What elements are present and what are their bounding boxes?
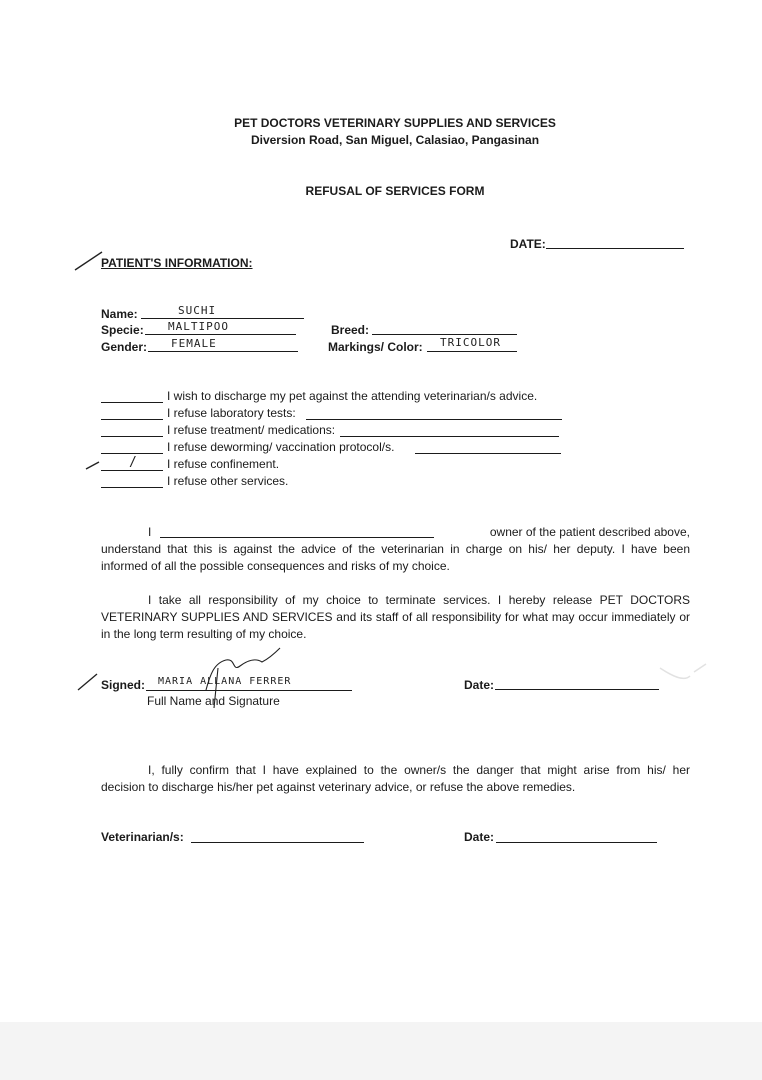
specie-field[interactable] [145, 334, 296, 335]
name-label: Name: [101, 307, 138, 321]
check-mark [86, 462, 99, 469]
owner-name-field[interactable] [160, 537, 434, 538]
refusal-blank[interactable] [101, 470, 163, 471]
vet-line: decision to discharge his/her pet against veterinary advice, or refuse the above remedies. [101, 780, 576, 794]
release-line: I take all responsibility of my choice to terminate services. I hereby release PET DOCTORS [148, 593, 690, 607]
refusal-text: I refuse other services. [167, 474, 289, 488]
check-mark [78, 674, 97, 690]
vet-label: Veterinarian/s: [101, 830, 184, 844]
date-label: DATE: [510, 237, 546, 251]
specie-value: MALTIPOO [168, 320, 229, 333]
gender-label: Gender: [101, 340, 148, 354]
treatment-field[interactable] [340, 436, 559, 437]
owner-line: understand that this is against the advice of the veterinarian in charge on his/ her deputy. I have been [101, 542, 690, 556]
vet-date-field[interactable] [496, 842, 657, 843]
refusal-blank[interactable] [101, 436, 163, 437]
scan-footer-band [0, 1022, 762, 1080]
vet-line: I, fully confirm that I have explained to the owner/s the danger that might arise from his/ her [148, 763, 690, 777]
owner-line: informed of all the possible consequences and risks of my choice. [101, 559, 450, 573]
refusal-mark: / [129, 455, 138, 470]
breed-field[interactable] [372, 334, 517, 335]
refusal-blank[interactable] [101, 402, 163, 403]
check-mark [75, 252, 102, 270]
company-name: PET DOCTORS VETERINARY SUPPLIES AND SERVICES [234, 116, 556, 130]
refusal-text: I refuse confinement. [167, 457, 280, 471]
refusal-text: I refuse deworming/ vaccination protocol/s. [167, 440, 395, 454]
signed-date-field[interactable] [495, 689, 659, 690]
signed-field[interactable] [146, 690, 352, 691]
name-value: SUCHI [178, 304, 217, 317]
owner-line1-end: owner of the patient described above, [489, 525, 690, 539]
refusal-text: I refuse laboratory tests: [167, 406, 296, 420]
refusal-blank[interactable] [101, 419, 163, 420]
release-statement [101, 592, 690, 643]
vet-field[interactable] [191, 842, 364, 843]
date-field[interactable] [546, 248, 684, 249]
form-title: REFUSAL OF SERVICES FORM [305, 184, 485, 198]
vet-statement [101, 762, 690, 796]
vet-date-label: Date: [464, 830, 495, 844]
patient-info-heading: PATIENT'S INFORMATION: [101, 256, 253, 270]
refusal-text: I wish to discharge my pet against the attending veterinarian/s advice. [167, 389, 538, 403]
signed-value: MARIA ALLANA FERRER [158, 676, 292, 687]
signed-label: Signed: [101, 678, 145, 692]
breed-label: Breed: [331, 323, 370, 337]
name-field[interactable] [141, 318, 304, 319]
signed-date-label: Date: [464, 678, 495, 692]
faint-mark [660, 664, 706, 678]
specie-label: Specie: [101, 323, 144, 337]
release-line: in the long term resulting of my choice. [101, 627, 307, 641]
refusal-blank[interactable] [101, 453, 163, 454]
markings-value: TRICOLOR [440, 336, 501, 349]
company-address: Diversion Road, San Miguel, Calasiao, Pangasinan [250, 133, 540, 147]
markings-label: Markings/ Color: [328, 340, 423, 354]
gender-value: FEMALE [171, 337, 217, 350]
signature-sublabel: Full Name and Signature [147, 694, 280, 708]
markings-field[interactable] [427, 351, 517, 352]
gender-field[interactable] [148, 351, 298, 352]
refusal-text: I refuse treatment/ medications: [167, 423, 336, 437]
owner-statement [101, 541, 690, 575]
deworming-field[interactable] [415, 453, 561, 454]
release-line: VETERINARY SUPPLIES AND SERVICES and its staff of all responsibility for what may occur immediately or [101, 610, 690, 624]
refusal-blank[interactable] [101, 487, 163, 488]
owner-lead: I [148, 525, 152, 539]
lab-tests-field[interactable] [306, 419, 562, 420]
